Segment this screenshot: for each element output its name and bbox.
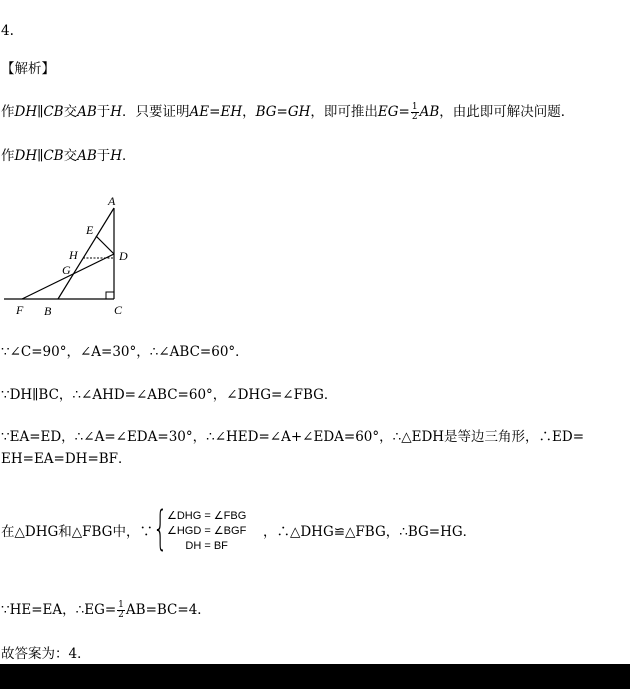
segment-ab [58, 208, 114, 299]
step-3-line-2: EH=EA=DH=BF． [1, 451, 132, 467]
label-e: E [86, 223, 94, 237]
label-h: H [69, 248, 78, 262]
step-2: ∵DH∥BC，∴∠AHD=∠ABC=60°，∠DHG=∠FBG． [1, 387, 338, 403]
geometry-figure [0, 188, 140, 318]
section-label: 【解析】 [1, 61, 55, 77]
congruence-conditions: { ∠DHG = ∠FBG ∠HGD = ∠BGF DH = BF [152, 500, 247, 555]
bottom-bar [0, 664, 630, 689]
fraction-one-half: $\frac{1}{2}$ [118, 600, 124, 620]
fraction-one-half: $\frac{1}{2}$ [411, 102, 418, 122]
label-d: D [119, 249, 128, 263]
label-b: B [44, 304, 52, 318]
label-g: G [62, 263, 71, 277]
step-1: ∵∠C=90°，∠A=30°，∴∠ABC=60°． [1, 344, 249, 360]
problem-number: 4. [1, 23, 14, 39]
segment-ed [96, 236, 114, 254]
label-a: A [108, 194, 116, 208]
label-c: C [114, 303, 123, 317]
step-5: ∵HE=EA，∴EG= $\frac{1}{2}$ AB=BC=4． [1, 600, 211, 620]
construction-line: 作DH∥CB交AB于H． [1, 148, 136, 164]
left-brace: { [152, 500, 168, 555]
analysis-paragraph: 作DH∥CB交AB于H．只要证明AE=EH，BG=GH，即可推出EG= $\frac{1}{2}$ AB，由此即可解决问题． [1, 102, 575, 122]
label-f: F [16, 303, 24, 317]
step-4: 在△DHG和△FBG中，∵ { ∠DHG = ∠FBG ∠HGD = ∠BGF DH = BF ，∴△DHG≌△FBG，∴BG=HG． [1, 500, 477, 555]
step-3-line-1: ∵EA=ED，∴∠A=∠EDA=30°，∴∠HED=∠A+∠EDA=60°，∴△EDH是等边三角形，∴ED= [1, 429, 585, 445]
right-angle-mark [106, 292, 114, 299]
answer: 故答案为：4． [1, 646, 91, 662]
